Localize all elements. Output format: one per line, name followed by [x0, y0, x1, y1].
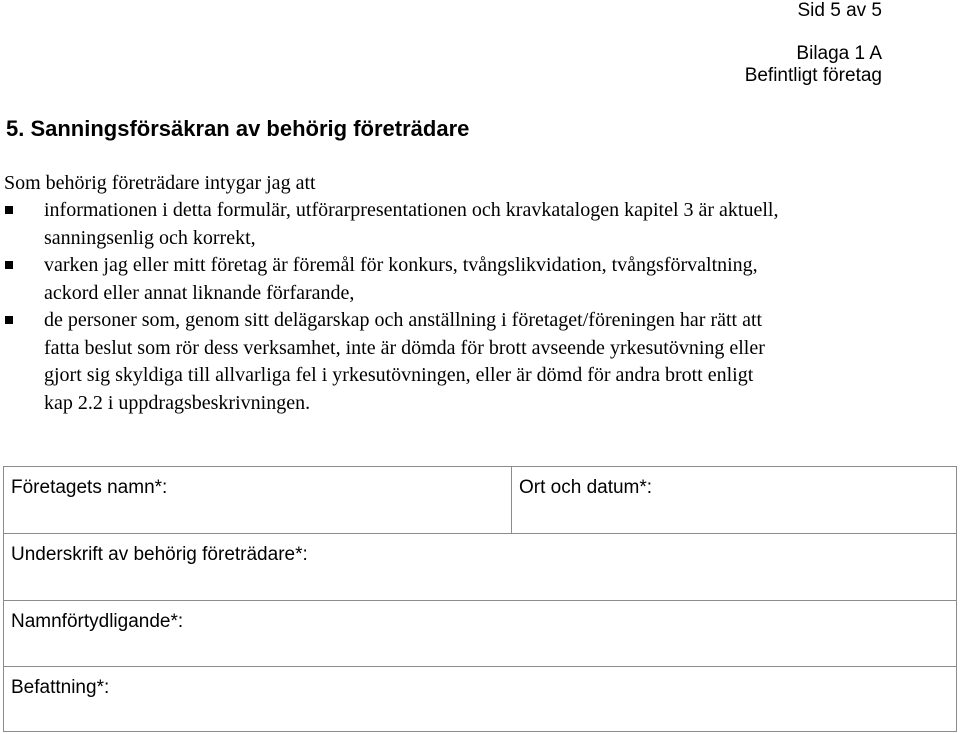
signature-field[interactable] [4, 534, 956, 601]
signature-label: Underskrift av behörig företrädare*: [11, 544, 308, 565]
position-label: Befattning*: [11, 677, 110, 698]
square-bullet-icon [5, 261, 13, 269]
appendix-subtitle: Befintligt företag [744, 65, 882, 86]
section-heading: 5. Sanningsförsäkran av behörig företrädare [6, 116, 470, 141]
declaration-bullet [0, 252, 780, 307]
signature-form [3, 466, 957, 732]
page-number: Sid 5 av 5 [797, 0, 882, 21]
company-name-label: Företagets namn*: [11, 477, 168, 498]
position-field[interactable] [4, 667, 956, 731]
company-name-field[interactable] [4, 467, 512, 533]
place-date-label: Ort och datum*: [519, 477, 653, 498]
name-clarification-field[interactable] [4, 601, 956, 667]
appendix-title: Bilaga 1 A [796, 43, 882, 64]
declaration-bullet [0, 307, 780, 417]
place-date-field[interactable] [512, 467, 956, 533]
declaration-bullet-text: de personer som, genom sitt delägarskap och anställning i företaget/föreningen har rätt att fatta beslut som rör dess verksamhet, inte är dömda för brott avseende yrkesutövning eller gjort sig skyldiga till allvarliga fel i yrkesutövningen, eller är dömd för andra brott enligt kap 2.2 i uppdragsbeskrivningen. [44, 309, 765, 414]
square-bullet-icon [5, 316, 13, 324]
name-clarification-label: Namnförtydligande*: [11, 611, 184, 632]
appendix-label [745, 43, 882, 87]
declaration-intro: Som behörig företrädare intygar jag att [4, 172, 316, 194]
declaration-bullet [0, 197, 780, 252]
square-bullet-icon [5, 206, 13, 214]
declaration-bullet-list [0, 197, 780, 417]
form-row-company [4, 467, 956, 534]
declaration-bullet-text: informationen i detta formulär, utförarpresentationen och kravkatalogen kapitel 3 är aktuell, sanningsenlig och korrekt, [44, 199, 779, 249]
declaration-bullet-text: varken jag eller mitt företag är föremål för konkurs, tvångslikvidation, tvångsförvaltning, ackord eller annat liknande förfarande, [44, 254, 758, 304]
